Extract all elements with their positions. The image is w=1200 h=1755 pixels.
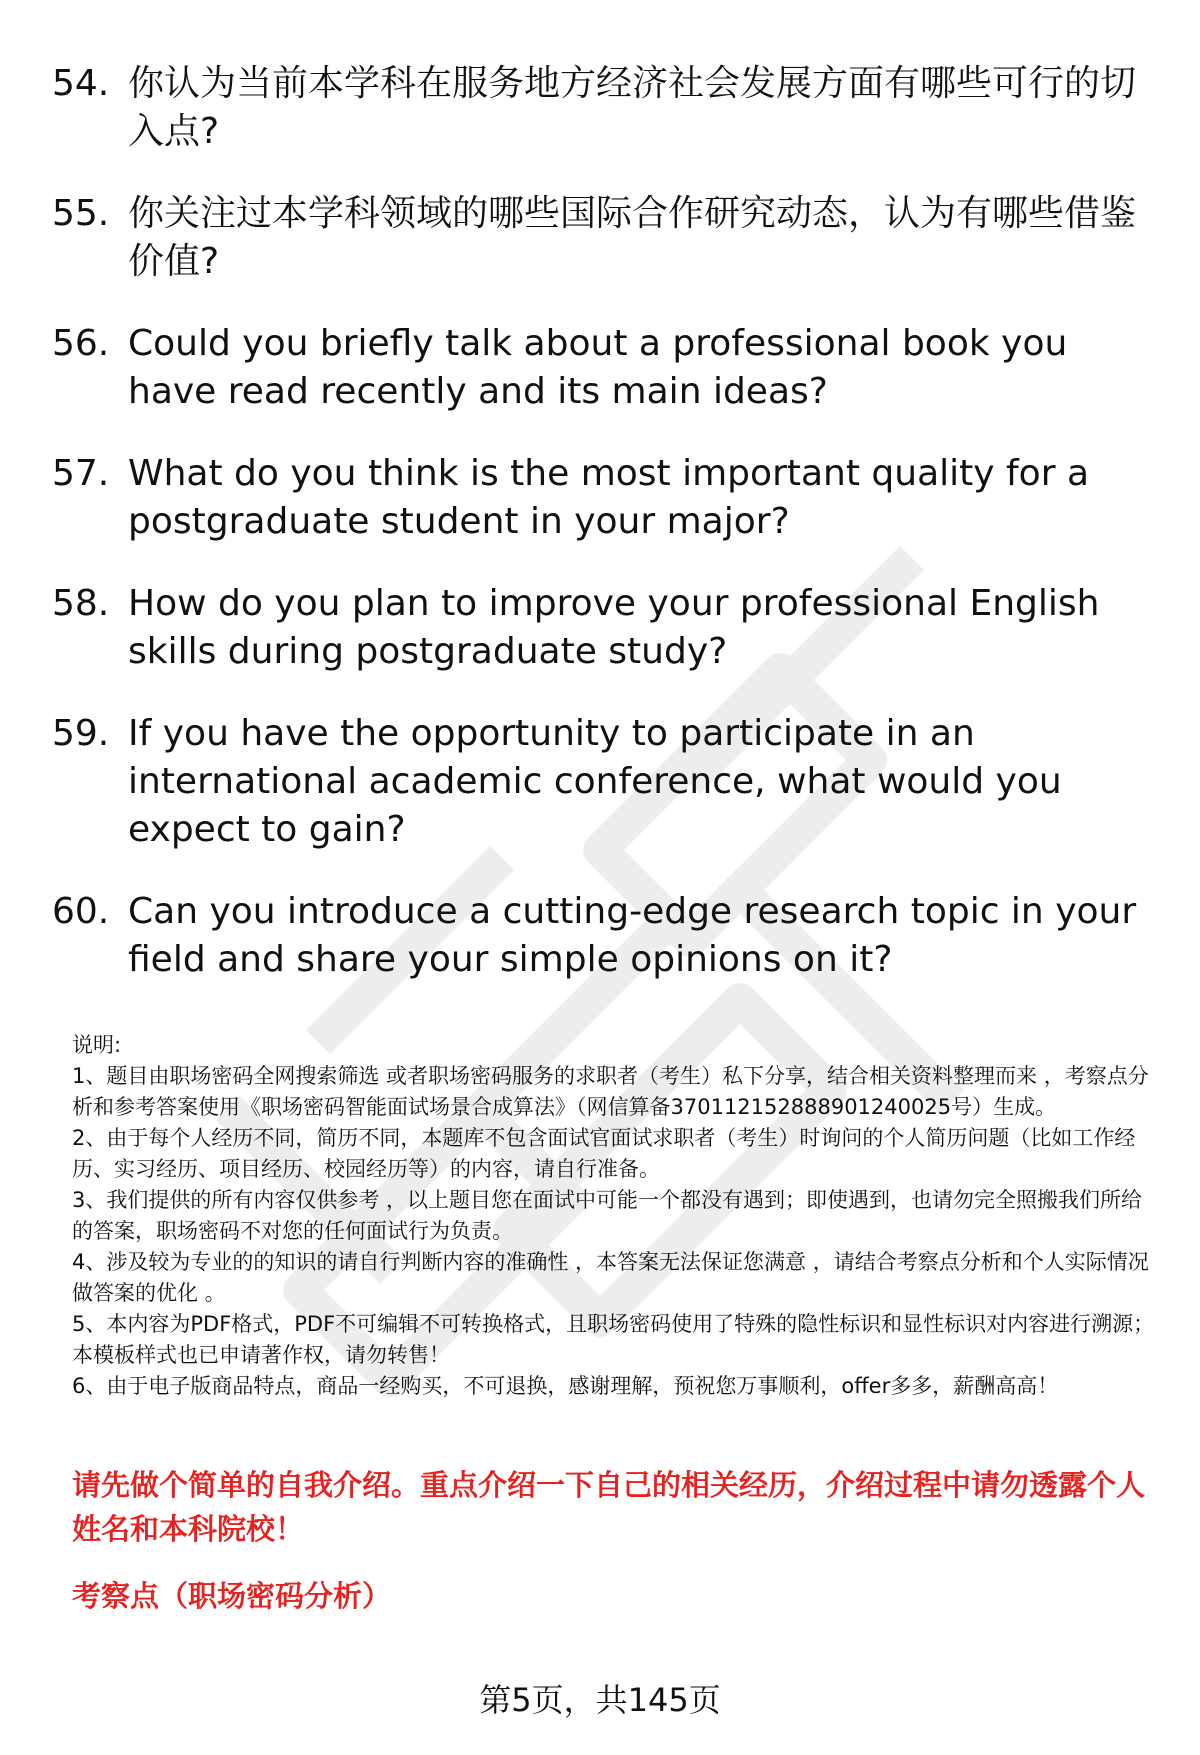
- question-text: Could you briefly talk about a professional book you have read recently and its main ideas?: [128, 323, 1068, 412]
- question-number: 60.: [52, 891, 110, 932]
- question-number: 54.: [52, 63, 110, 104]
- question-item: [52, 710, 1152, 854]
- question-item: [52, 320, 1152, 416]
- question-text: How do you plan to improve your professional English skills during postgraduate study?: [128, 583, 1100, 672]
- note-item: 5、本内容为PDF格式，PDF不可编辑不可转换格式，且职场密码使用了特殊的隐性标识和显性标识对内容进行溯源；本模板样式也已申请著作权，请勿转售！: [72, 1312, 1155, 1367]
- note-item: 6、由于电子版商品特点，商品一经购买，不可退换，感谢理解，预祝您万事顺利，offer多多，薪酬高高！: [72, 1374, 1059, 1398]
- question-number: 57.: [52, 453, 110, 494]
- question-number: 56.: [52, 323, 110, 364]
- section-title: 考察点（职场密码分析）: [72, 1579, 392, 1613]
- question-text: 你关注过本学科领域的哪些国际合作研究动态，认为有哪些借鉴价值?: [128, 193, 1137, 282]
- self-intro-prompt: 请先做个简单的自我介绍。重点介绍一下自己的相关经历，介绍过程中请勿透露个人姓名和本科院校！: [72, 1468, 1146, 1546]
- question-text: Can you introduce a cutting-edge research topic in your field and share your simple opinions on it?: [128, 891, 1137, 980]
- question-number: 59.: [52, 713, 110, 754]
- page-number: 第5页，共145页: [479, 1681, 721, 1719]
- question-item: [52, 888, 1152, 984]
- question-number: 58.: [52, 583, 110, 624]
- note-item: 2、由于每个人经历不同，简历不同，本题库不包含面试官面试求职者（考生）时询问的个人简历问题（比如工作经历、实习经历、项目经历、校园经历等）的内容，请自行准备。: [72, 1126, 1136, 1181]
- question-number: 55.: [52, 193, 110, 234]
- question-item: [52, 450, 1152, 546]
- question-list: [52, 60, 1152, 1018]
- note-item: 3、我们提供的所有内容仅供参考 ，以上题目您在面试中可能一个都没有遇到；即使遇到，也请勿完全照搬我们所给的答案，职场密码不对您的任何面试行为负责。: [72, 1188, 1143, 1243]
- question-text: What do you think is the most important quality for a postgraduate student in your major?: [128, 453, 1090, 542]
- notes-block: [72, 1030, 1162, 1402]
- notes-title: 说明:: [72, 1033, 122, 1057]
- question-text: 你认为当前本学科在服务地方经济社会发展方面有哪些可行的切入点?: [128, 63, 1137, 152]
- question-item: [52, 190, 1152, 286]
- question-text: If you have the opportunity to participate in an international academic conference, what would you expect to gain?: [128, 713, 1062, 850]
- question-item: [52, 580, 1152, 676]
- note-item: 4、涉及较为专业的的知识的请自行判断内容的准确性 ，本答案无法保证您满意 ，请结合考察点分析和个人实际情况做答案的优化 。: [72, 1250, 1149, 1305]
- note-item: 1、题目由职场密码全网搜索筛选 或者职场密码服务的求职者（考生）私下分享，结合相关资料整理而来 ，考察点分析和参考答案使用《职场密码智能面试场景合成算法》（网信算备370112152888901240025号）生成。: [72, 1064, 1149, 1119]
- question-item: [52, 60, 1152, 156]
